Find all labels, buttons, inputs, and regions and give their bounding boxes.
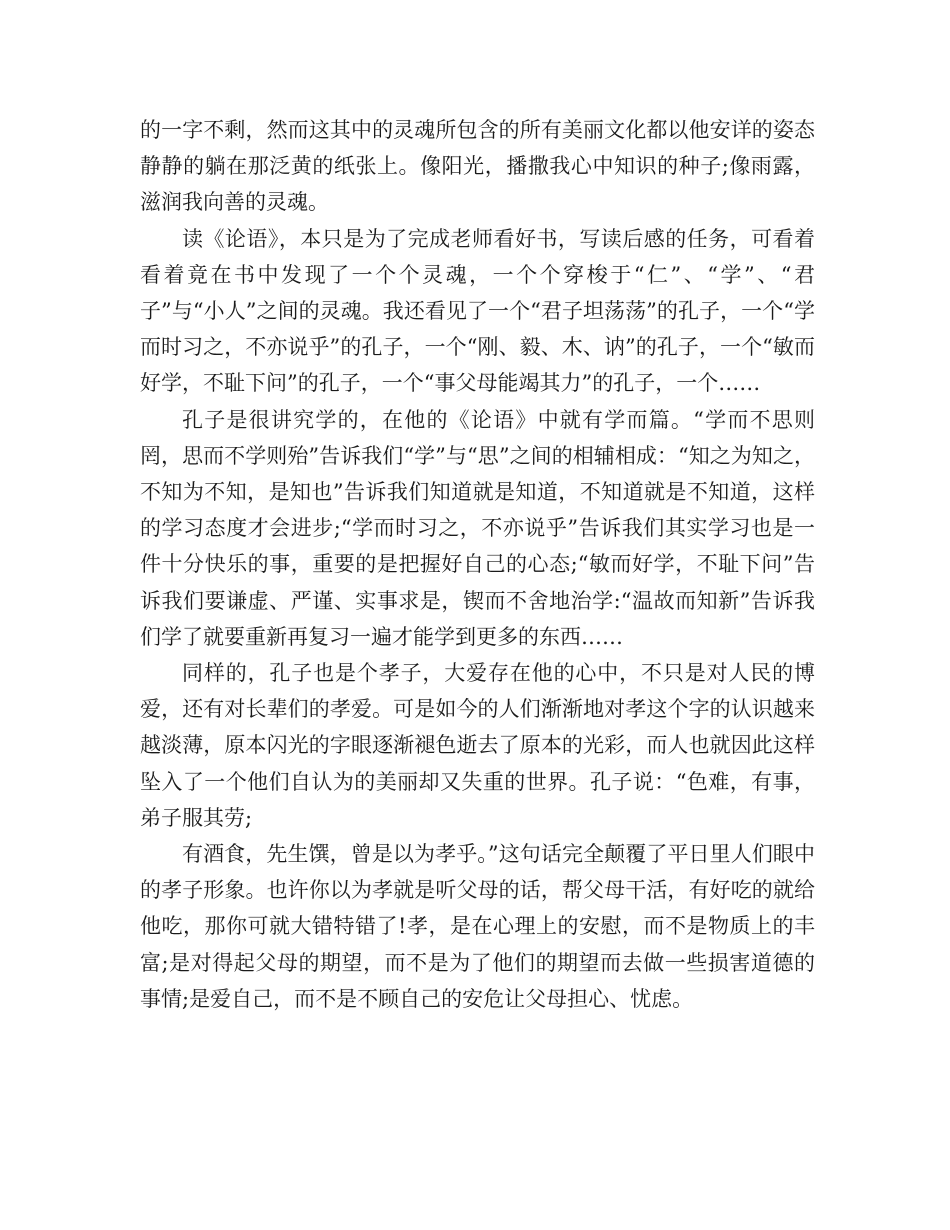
paragraph-3: 孔子是很讲究学的，在他的《论语》中就有学而篇。“学而不思则罔，思而不学则殆”告诉我们“学”与“思”之间的相辅相成：“知之为知之，不知为不知，是知也”告诉我们知道就是知道，不知道就是不知道，这样的学习态度才会进步;“学而时习之，不亦说乎”告诉我们其实学习也是一件十分快乐的事，重要的是把握好自己的心态;“敏而好学，不耻下问”告诉我们要谦虚、严谨、实事求是，锲而不舍地治学:“温故而知新”告诉我们学了就要重新再复习一遍才能学到更多的东西…… (140, 407, 815, 649)
paragraph-5: 有酒食，先生馔，曾是以为孝乎。”这句话完全颠覆了平日里人们眼中的孝子形象。也许你以为孝就是听父母的话，帮父母干活，有好吃的就给他吃，那你可就大错特错了!孝，是在心理上的安慰，而不是物质上的丰富;是对得起父母的期望，而不是为了他们的期望而去做一些损害道德的事情;是爱自己，而不是不顾自己的安危让父母担心、忧虑。 (140, 842, 815, 1011)
paragraph-4: 同样的，孔子也是个孝子，大爱存在他的心中，不只是对人民的博爱，还有对长辈们的孝爱。可是如今的人们渐渐地对孝这个字的认识越来越淡薄，原本闪光的字眼逐渐褪色逝去了原本的光彩，而人也就因此这样坠入了一个他们自认为的美丽却又失重的世界。孔子说：“色难，有事，弟子服其劳; (140, 661, 815, 830)
document-body (140, 112, 815, 1017)
paragraph-2: 读《论语》，本只是为了完成老师看好书，写读后感的任务，可看着看着竟在书中发现了一个个灵魂，一个个穿梭于“仁”、“学”、“君子”与“小人”之间的灵魂。我还看见了一个“君子坦荡荡”的孔子，一个“学而时习之，不亦说乎”的孔子，一个“刚、毅、木、讷”的孔子，一个“敏而好学，不耻下问”的孔子，一个“事父母能竭其力”的孔子，一个…… (140, 226, 815, 396)
paragraph-1: 的一字不剩，然而这其中的灵魂所包含的所有美丽文化都以他安详的姿态静静的躺在那泛黄的纸张上。像阳光，播撒我心中知识的种子;像雨露，滋润我向善的灵魂。 (140, 118, 815, 215)
